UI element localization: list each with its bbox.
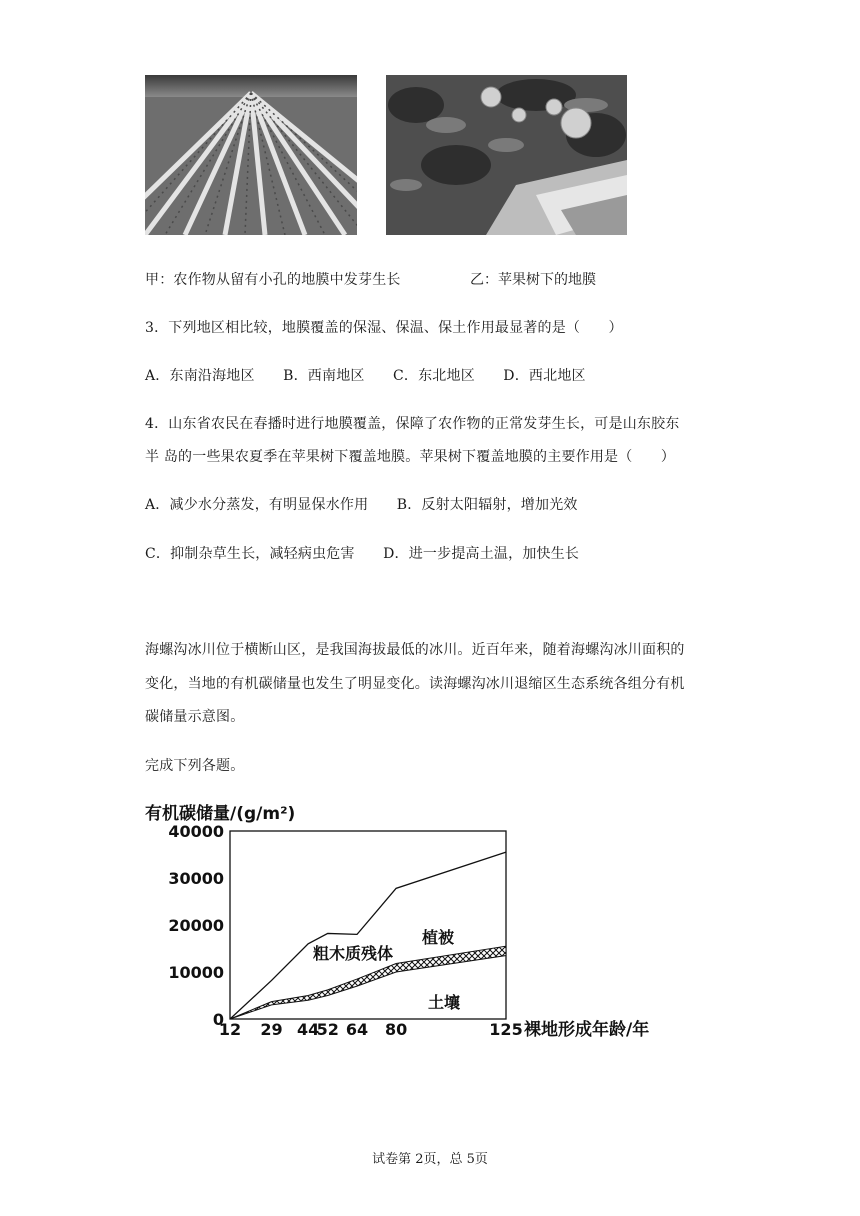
x-tick-label: 52 xyxy=(316,1020,339,1039)
woody-debris-line xyxy=(230,852,506,1019)
page-footer: 试卷第 2页，总 5页 xyxy=(372,1152,488,1167)
x-tick-label: 29 xyxy=(260,1020,283,1039)
plot-frame xyxy=(230,831,506,1019)
x-tick-label: 80 xyxy=(384,1020,408,1039)
x-tick-label: 125 xyxy=(489,1020,523,1039)
q3-options: A．东南沿海地区 B．西南地区 C．东北地区 D．西北地区 xyxy=(145,368,586,384)
passage-line4: 完成下列各题。 xyxy=(145,758,245,774)
carbon-storage-chart xyxy=(130,800,690,1045)
photo-right-caption: 乙：苹果树下的地膜 xyxy=(470,272,596,288)
apple-tree-film-photo xyxy=(386,75,627,235)
photo-left-caption: 甲：农作物从留有小孔的地膜中发芽生长 xyxy=(145,272,401,288)
soil-label: 土壤 xyxy=(428,993,461,1012)
y-tick-label: 10000 xyxy=(168,963,224,982)
woody-debris-label: 粗木质残体 xyxy=(313,944,394,963)
q4-stem-line1: 4．山东省农民在春播时进行地膜覆盖，保障了农作物的正常发芽生长，可是山东胶东 xyxy=(145,416,680,432)
y-axis-label: 有机碳储量/(g/m²) xyxy=(145,804,296,824)
y-tick-label: 0 xyxy=(212,1010,224,1029)
y-tick-label: 20000 xyxy=(168,916,224,935)
passage-line2: 变化，当地的有机碳储量也发生了明显变化。读海螺沟冰川退缩区生态系统各组分有机 xyxy=(145,676,685,692)
vegetation-label: 植被 xyxy=(422,928,455,947)
x-axis-label: 裸地形成年龄/年 xyxy=(524,1020,650,1040)
y-tick-label: 30000 xyxy=(168,869,224,888)
y-tick-label: 40000 xyxy=(168,822,224,841)
field-film-photo xyxy=(145,75,357,235)
x-tick-label: 12 xyxy=(218,1020,242,1039)
q4-options-line2: C．抑制杂草生长，减轻病虫危害 D．进一步提高土温，加快生长 xyxy=(145,546,580,562)
q4-stem-line2: 半 岛的一些果农夏季在苹果树下覆盖地膜。苹果树下覆盖地膜的主要作用是（ ） xyxy=(145,449,676,465)
x-tick-label: 44 xyxy=(297,1020,320,1039)
passage-line1: 海螺沟冰川位于横断山区，是我国海拔最低的冰川。近百年来，随着海螺沟冰川面积的 xyxy=(145,642,685,658)
q4-options-line1: A．减少水分蒸发，有明显保水作用 B．反射太阳辐射，增加光效 xyxy=(145,497,578,513)
x-tick-label: 64 xyxy=(345,1020,369,1039)
q3-stem: 3．下列地区相比较，地膜覆盖的保湿、保温、保土作用最显著的是（ ） xyxy=(145,320,623,336)
passage-line3: 碳储量示意图。 xyxy=(145,709,245,725)
